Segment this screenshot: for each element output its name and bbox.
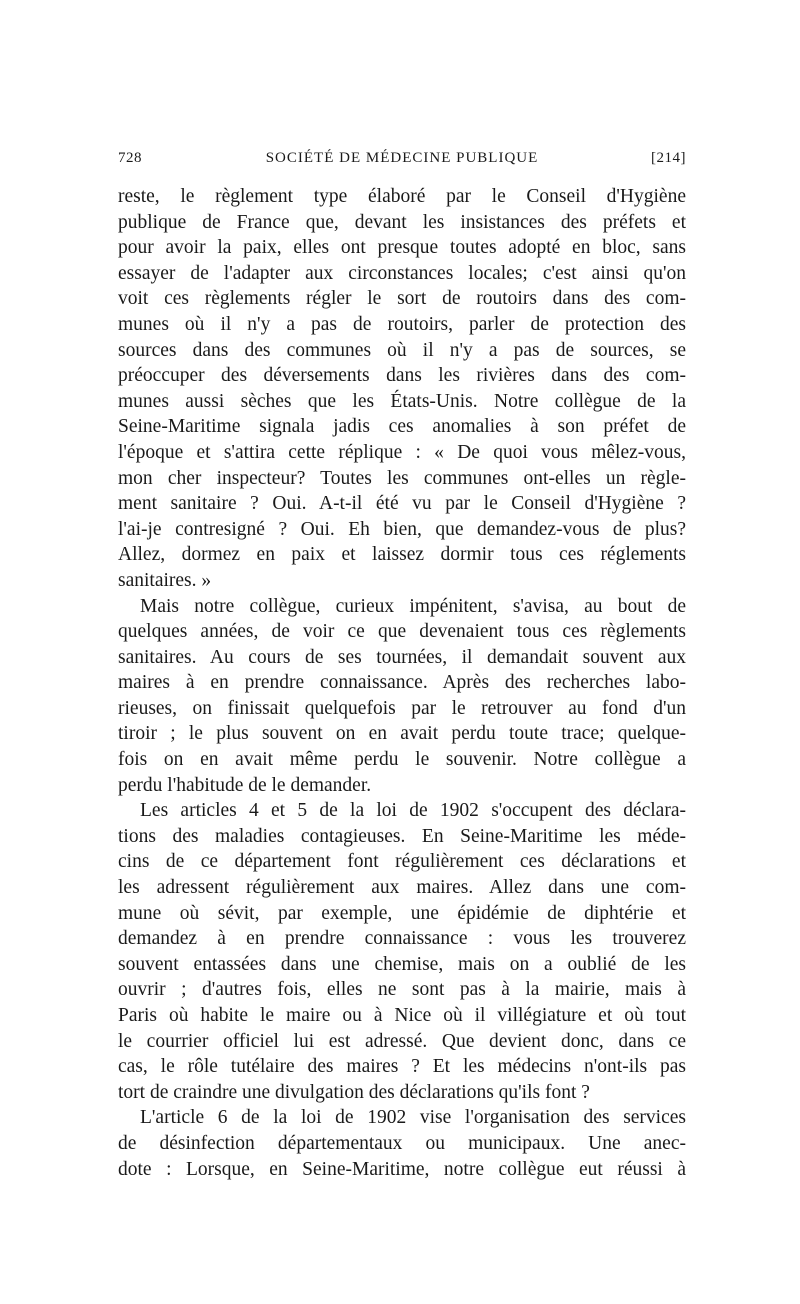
text-line: mon cher inspecteur? Toutes les communes ont-elles un règle- [118, 467, 686, 489]
text-line: Seine-Maritime signala jadis ces anomalies à son préfet de [118, 416, 686, 438]
text-line: les adressent régulièrement aux maires. Allez dans une com- [118, 877, 686, 899]
section-reference: [214] [651, 150, 686, 166]
text-line: dote : Lorsque, en Seine-Maritime, notre collègue eut réussi à [118, 1158, 686, 1180]
text-line: quelques années, de voir ce que devenaient tous ces règlements [118, 621, 686, 643]
text-line: perdu l'habitude de le demander. [118, 774, 372, 796]
text-line: Paris où habite le maire ou à Nice où il villégiature et où tout [118, 1005, 686, 1026]
text-line: tiroir ; le plus souvent on en avait perdu toute trace; quelque- [118, 723, 686, 745]
text-line: tort de craindre une divulgation des déclarations qu'ils font ? [118, 1081, 590, 1103]
text-line: cins de ce département font régulièrement ces déclarations et [118, 851, 686, 873]
text-line: pour avoir la paix, elles ont presque toutes adopté en bloc, sans [118, 237, 686, 259]
text-line: tions des maladies contagieuses. En Seine-Maritime les méde- [118, 825, 686, 847]
text-line: voit ces règlements régler le sort de routoirs dans des com- [118, 288, 686, 310]
text-line: L'article 6 de la loi de 1902 vise l'organisation des services [140, 1107, 686, 1129]
text-line: l'ai-je contresigné ? Oui. Eh bien, que demandez-vous de plus? [118, 518, 686, 540]
running-header [118, 150, 686, 176]
text-line: de désinfection départementaux ou municipaux. Une anec- [118, 1132, 686, 1154]
text-line: essayer de l'adapter aux circonstances locales; c'est ainsi qu'on [118, 262, 686, 284]
text-line: maires à en prendre connaissance. Après des recherches labo- [118, 672, 686, 694]
text-line: publique de France que, devant les insistances des préfets et [118, 211, 686, 233]
text-line: demandez à en prendre connaissance : vous les trouverez [118, 928, 686, 950]
text-line: sanitaires. » [118, 569, 212, 591]
text-line: ouvrir ; d'autres fois, elles ne sont pas à la mairie, mais à [118, 979, 686, 1001]
text-line: sanitaires. Au cours de ses tournées, il demandait souvent aux [118, 646, 686, 668]
text-line: Allez, dormez en paix et laissez dormir tous ces réglements [118, 544, 686, 566]
text-line: Les articles 4 et 5 de la loi de 1902 s'occupent des déclara- [140, 800, 686, 822]
text-line: munes où il n'y a pas de routoirs, parler de protection des [118, 313, 686, 335]
text-line: l'époque et s'attira cette réplique : « De quoi vous mêlez-vous, [118, 441, 686, 463]
text-line: fois on en avait même perdu le souvenir. Notre collègue a [118, 749, 686, 771]
text-line: reste, le règlement type élaboré par le Conseil d'Hygiène [118, 186, 686, 207]
text-line: préoccuper des déversements dans les rivières dans des com- [118, 365, 686, 387]
text-line: munes aussi sèches que les États-Unis. Notre collègue de la [118, 390, 686, 412]
text-line: Mais notre collègue, curieux impénitent, s'avisa, au bout de [140, 595, 686, 617]
text-line: le courrier officiel lui est adressé. Que devient donc, dans ce [118, 1030, 686, 1052]
body-text [118, 184, 686, 1182]
page-number: 728 [118, 150, 142, 166]
text-line: mune où sévit, par exemple, une épidémie de diphtérie et [118, 902, 686, 924]
text-line: rieuses, on finissait quelquefois par le retrouver au fond d'un [118, 697, 686, 719]
text-line: ment sanitaire ? Oui. A-t-il été vu par le Conseil d'Hygiène ? [118, 493, 686, 515]
text-line: cas, le rôle tutélaire des maires ? Et les médecins n'ont-ils pas [118, 1056, 686, 1078]
text-line: souvent entassées dans une chemise, mais on a oublié de les [118, 953, 686, 975]
document-page [118, 150, 686, 1182]
text-line: sources dans des communes où il n'y a pas de sources, se [118, 339, 686, 361]
running-title: SOCIÉTÉ DE MÉDECINE PUBLIQUE [265, 150, 539, 166]
